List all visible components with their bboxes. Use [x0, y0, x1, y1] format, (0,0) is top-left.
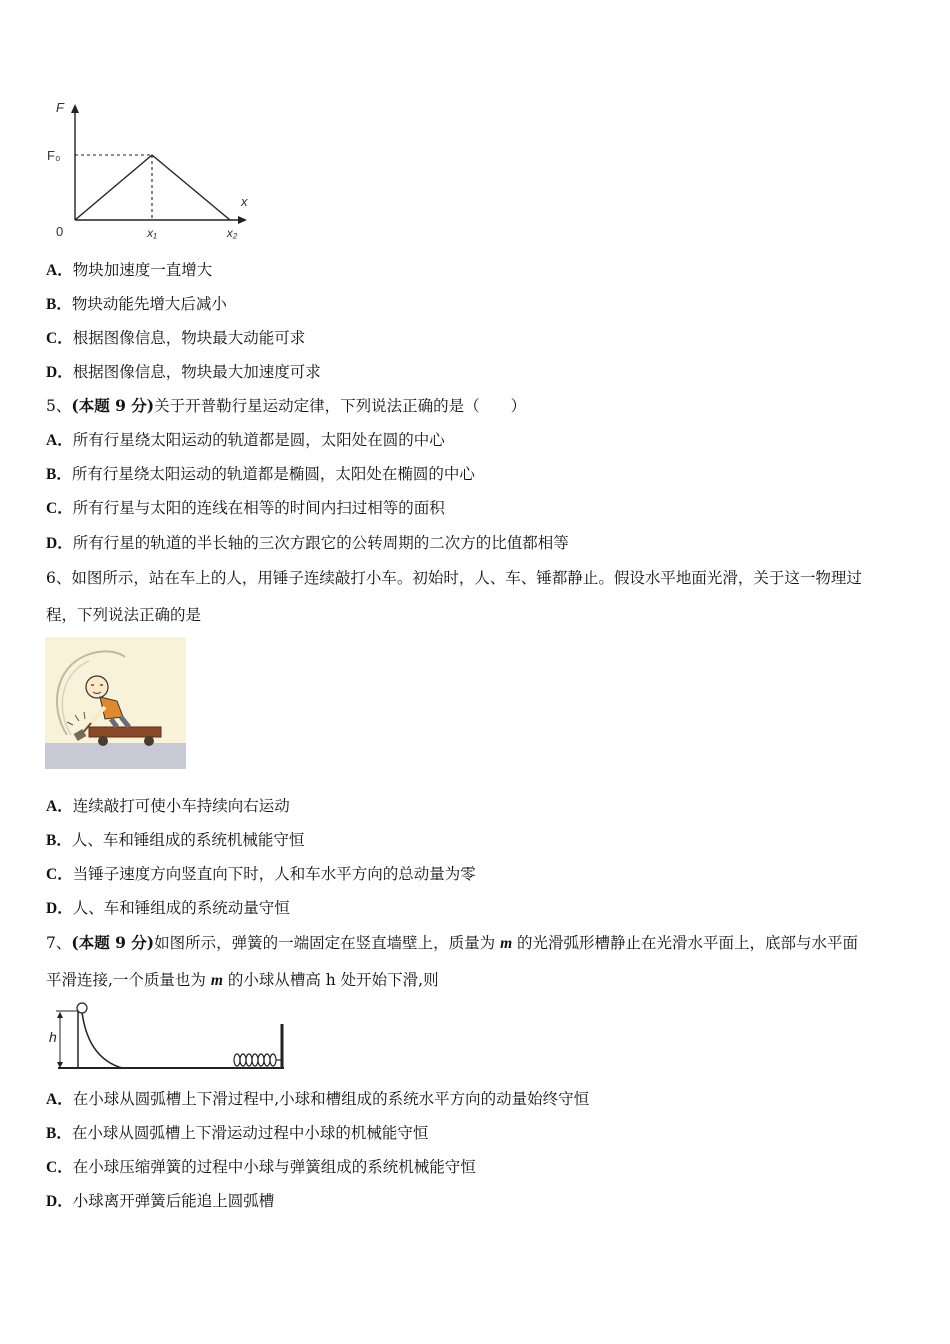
option-text: 所有行星与太阳的连线在相等的时间内扫过相等的面积 — [72, 499, 445, 517]
option-text: 当锤子速度方向竖直向下时，人和车水平方向的总动量为零 — [72, 865, 476, 883]
option-text: 根据图像信息，物块最大加速度可求 — [72, 363, 321, 381]
q5-option-c — [46, 498, 445, 519]
option-text: 连续敲打可使小车持续向右运动 — [72, 797, 290, 815]
question-text: 的光滑弧形槽静止在光滑水平面上，底部与水平面 — [512, 934, 859, 952]
person-head — [86, 676, 108, 698]
option-text: 所有行星绕太阳运动的轨道都是椭圆，太阳处在椭圆的中心 — [71, 465, 475, 483]
q7-option-b — [46, 1123, 428, 1144]
x-axis-arrow — [238, 216, 247, 224]
option-letter: D． — [46, 364, 73, 381]
spring — [234, 1054, 281, 1066]
q6-stem-line-1 — [46, 568, 862, 588]
x2-label: x₂ — [226, 226, 238, 240]
option-text: 物块动能先增大后减小 — [71, 295, 227, 313]
question-text: 如图所示，站在车上的人，用锤子连续敲打小车。初始时，人、车、锤都静止。假设水平地面光滑，关于这一物理过 — [71, 569, 862, 587]
option-letter: A． — [46, 798, 73, 815]
option-letter: C． — [46, 866, 73, 883]
question-number: 7、 — [46, 934, 72, 952]
option-text: 人、车和锤组成的系统机械能守恒 — [71, 831, 305, 849]
cart-wheel-right — [144, 736, 154, 746]
person-hammering-cart-illustration — [45, 637, 186, 769]
option-text: 在小球压缩弹簧的过程中小球与弹簧组成的系统机械能守恒 — [72, 1158, 476, 1176]
q5-stem — [46, 396, 526, 416]
f0-label: F₀ — [47, 148, 61, 163]
ground — [45, 743, 186, 769]
q5-option-b — [46, 464, 475, 485]
question-text: 如图所示，弹簧的一端固定在竖直墙壁上，质量为 — [154, 934, 501, 952]
q7-stem-line-1 — [46, 933, 858, 954]
arc-trough-spring-diagram — [44, 1002, 288, 1074]
q5-option-a — [46, 430, 445, 451]
option-letter: C． — [46, 330, 73, 347]
option-text: 小球离开弹簧后能追上圆弧槽 — [72, 1192, 275, 1210]
option-text: 所有行星的轨道的半长轴的三次方跟它的公转周期的二次方的比值都相等 — [72, 534, 569, 552]
q5-option-d — [46, 533, 569, 554]
q4-option-c — [46, 328, 305, 349]
graph-fall — [152, 155, 230, 220]
option-letter: D． — [46, 1193, 73, 1210]
q6-option-b — [46, 830, 304, 851]
force-displacement-graph — [44, 96, 256, 244]
question-score-tag: (本题 9 分) — [71, 933, 155, 952]
q4-option-a — [46, 260, 212, 281]
option-text: 根据图像信息，物块最大动能可求 — [72, 329, 306, 347]
q6-option-d — [46, 898, 290, 919]
option-letter: B． — [46, 832, 72, 849]
question-text: 关于开普勒行星运动定律，下列说法正确的是（ ） — [154, 397, 527, 415]
question-number: 6、 — [46, 569, 72, 587]
option-letter: B． — [46, 296, 72, 313]
x1-label: x₁ — [147, 226, 157, 240]
question-score-tag: (本题 9 分) — [71, 396, 155, 415]
question-text: 的小球从槽高 h 处开始下滑,则 — [222, 971, 439, 989]
q4-option-b — [46, 294, 227, 315]
q4-option-d — [46, 362, 321, 383]
option-letter: B． — [46, 1125, 72, 1142]
option-letter: B． — [46, 466, 72, 483]
option-letter: C． — [46, 1159, 73, 1176]
option-letter: A． — [46, 262, 73, 279]
q7-option-c — [46, 1157, 476, 1178]
graph-rise — [75, 155, 152, 220]
mass-variable: m — [500, 935, 513, 952]
option-text: 在小球从圆弧槽上下滑过程中,小球和槽组成的系统水平方向的动量始终守恒 — [72, 1090, 590, 1108]
option-text: 所有行星绕太阳运动的轨道都是圆，太阳处在圆的中心 — [72, 431, 445, 449]
q6-option-a — [46, 796, 290, 817]
option-letter: C． — [46, 500, 73, 517]
q7-option-d — [46, 1191, 274, 1212]
question-text: 程，下列说法正确的是 — [46, 606, 202, 624]
ball — [77, 1003, 87, 1013]
trough-arc — [82, 1012, 122, 1068]
q6-option-c — [46, 864, 476, 885]
q7-stem-line-2 — [46, 970, 439, 991]
y-axis-label: F — [56, 100, 64, 115]
option-letter: A． — [46, 1091, 73, 1108]
q7-option-a — [46, 1089, 589, 1110]
option-text: 人、车和锤组成的系统动量守恒 — [72, 899, 290, 917]
q6-stem-line-2 — [46, 605, 201, 625]
option-text: 物块加速度一直增大 — [72, 261, 213, 279]
option-letter: A． — [46, 432, 73, 449]
option-letter: D． — [46, 535, 73, 552]
option-letter: D． — [46, 900, 73, 917]
height-label: h — [49, 1029, 57, 1045]
origin-label: 0 — [56, 224, 64, 239]
y-axis-arrow — [71, 104, 79, 113]
x-axis-label: x — [241, 194, 248, 209]
mass-variable: m — [210, 972, 223, 989]
cart-wheel-left — [98, 736, 108, 746]
question-number: 5、 — [46, 397, 72, 415]
cart-body — [89, 727, 161, 737]
question-text: 平滑连接,一个质量也为 — [46, 971, 211, 989]
option-text: 在小球从圆弧槽上下滑运动过程中小球的机械能守恒 — [71, 1124, 429, 1142]
